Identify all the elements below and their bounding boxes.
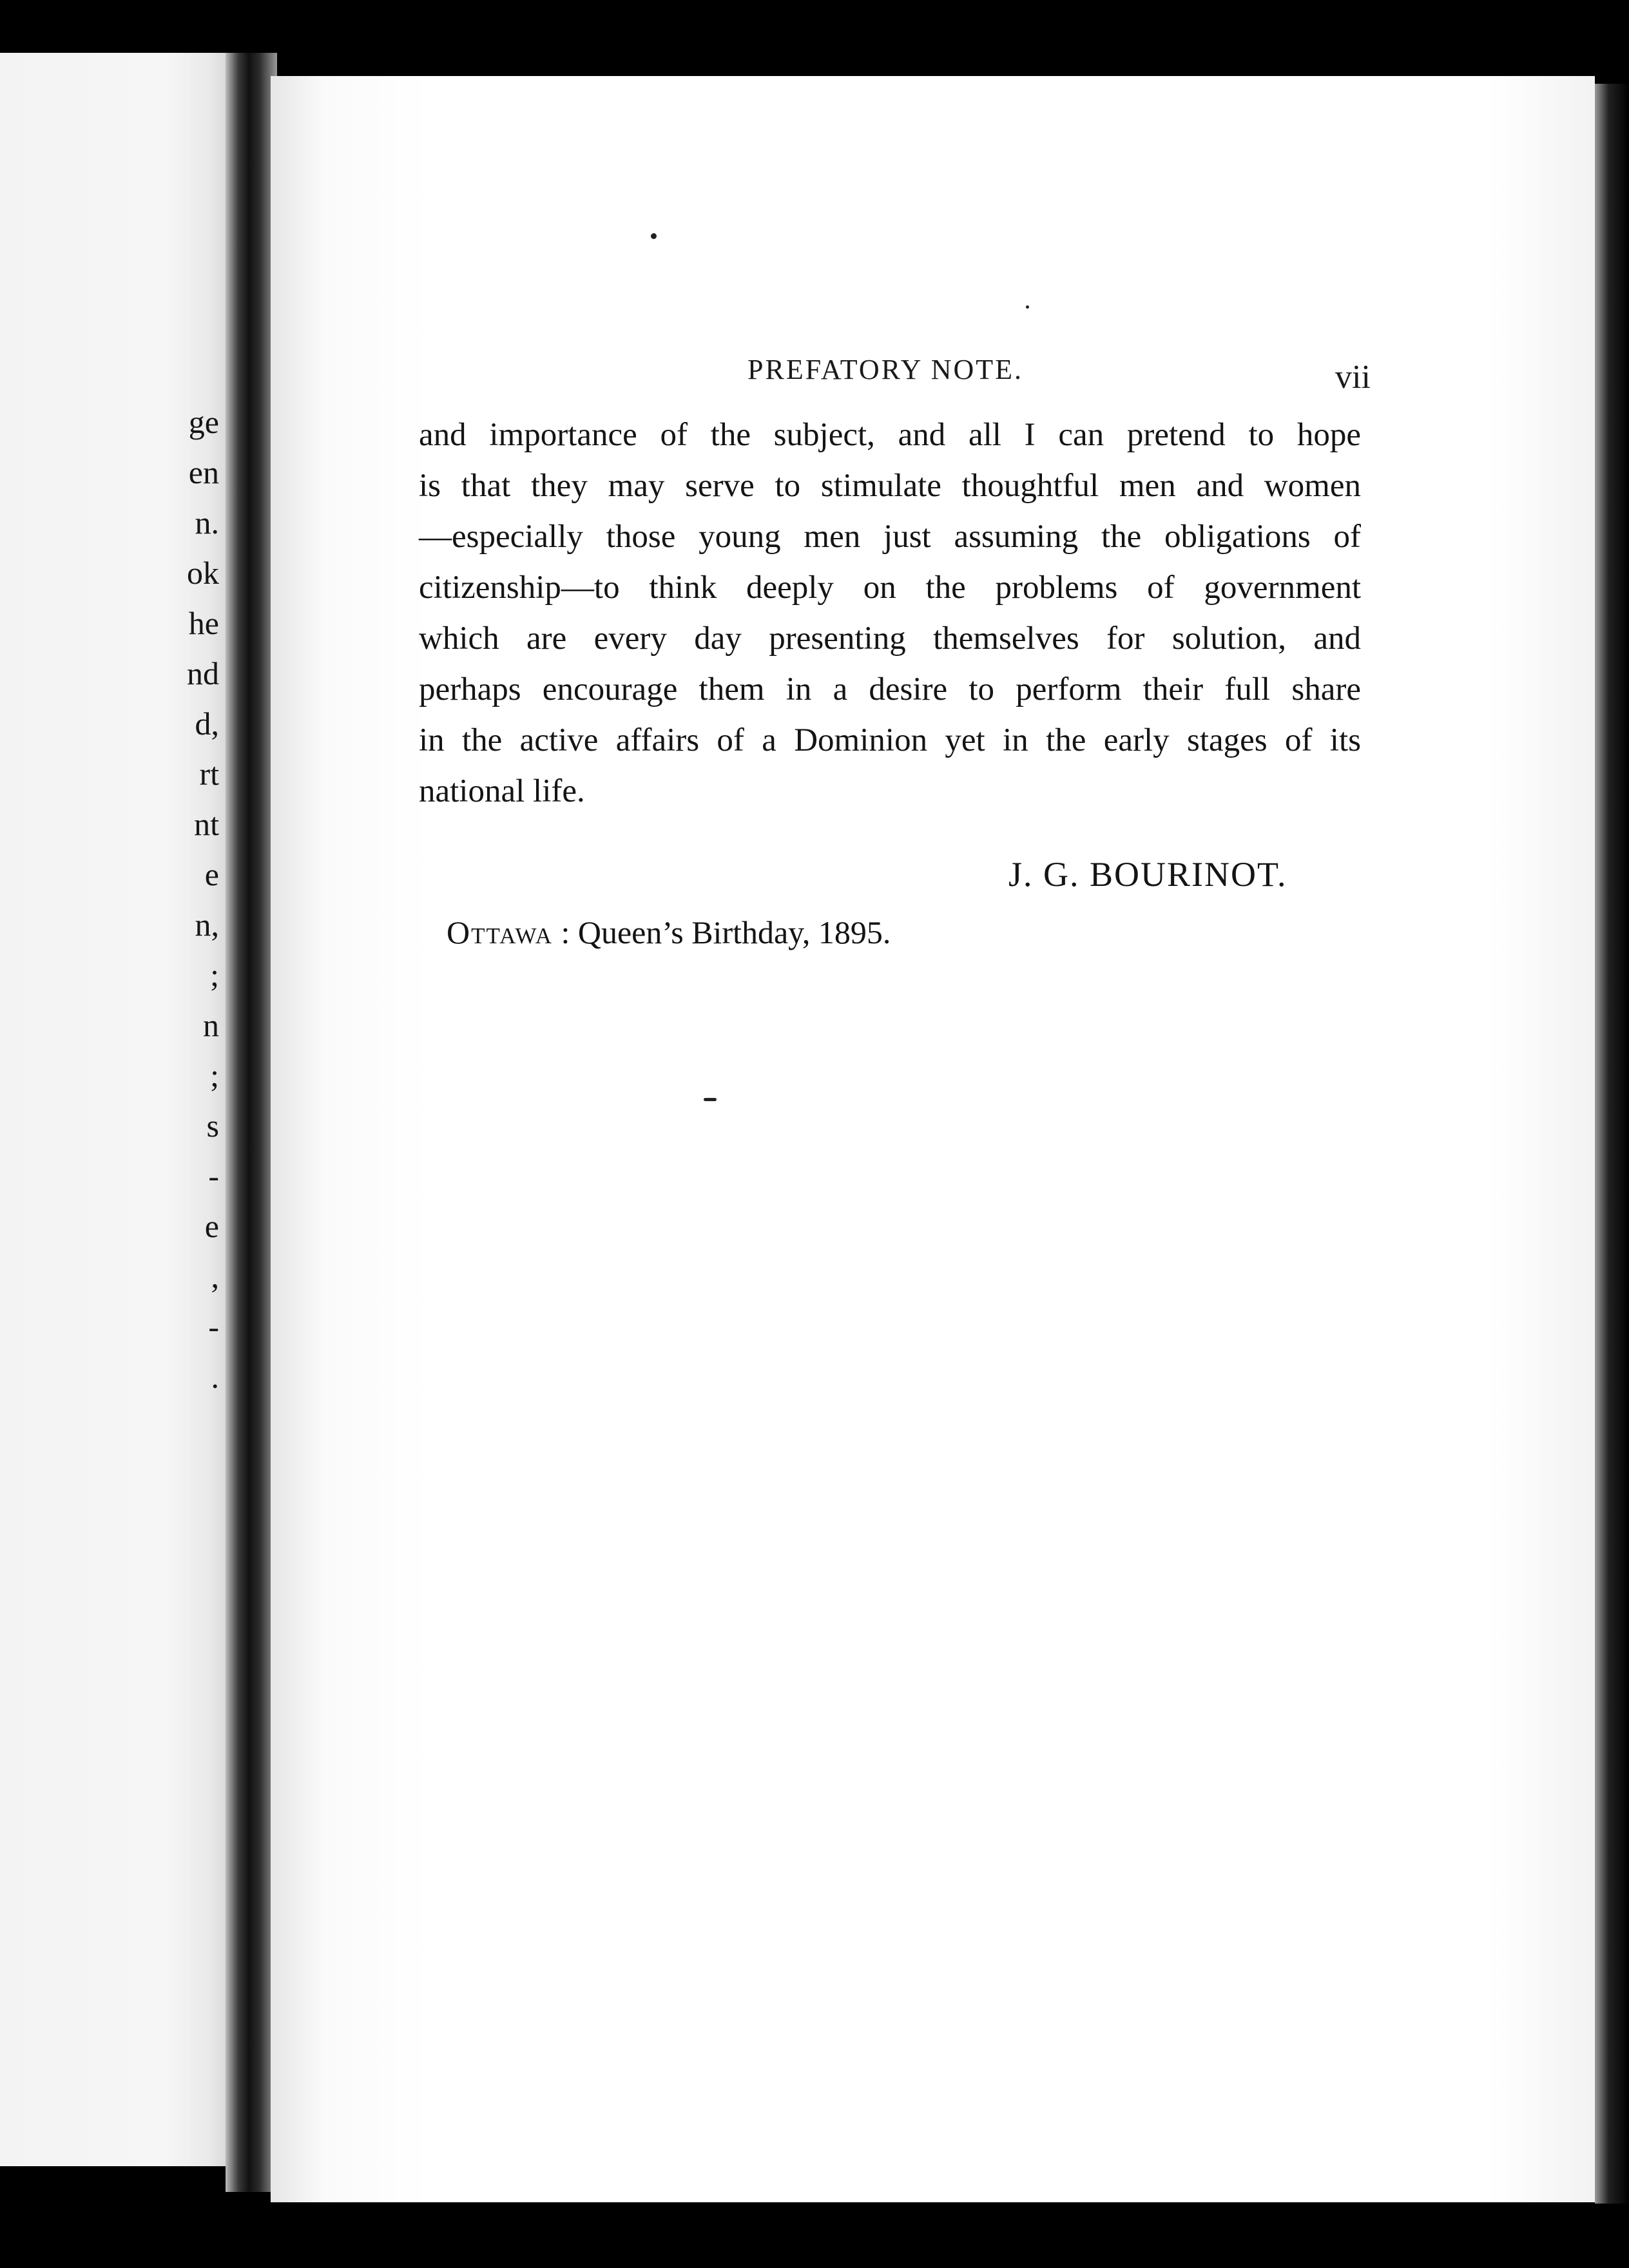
dateline-place: Ottawa [447,914,553,950]
left-page-fragment: en [188,454,219,490]
left-page-fragment: ; [210,957,219,993]
left-page-fragment: nt [194,806,219,842]
print-speck [704,1098,717,1101]
left-page-fragment: ge [188,404,219,440]
body-text-line: national life. [419,773,585,809]
left-page-fragment: n. [195,505,219,541]
left-page-fragment: ok [187,555,219,591]
page-number: vii [1335,359,1371,396]
left-page-fragment: . [211,1359,219,1395]
left-page-fragment: rt [199,756,219,792]
body-text-line: and importance of the subject, and all I can pretend to hope [419,417,1361,453]
body-text-line: which are every day presenting themselves for solution, and [419,620,1361,657]
left-page-fragment: e [204,1208,219,1244]
dateline-date: : Queen’s Birthday, 1895. [552,914,891,950]
running-head: PREFATORY NOTE. [747,354,1024,385]
right-page [271,76,1595,2202]
left-page-fragment: - [208,1158,219,1194]
left-page-fragment: - [208,1309,219,1345]
left-page [0,53,238,2166]
left-page-fragment: d, [195,706,219,742]
print-speck [651,233,657,239]
left-page-fragment: s [206,1108,219,1144]
left-page-fragment: , [211,1258,219,1294]
left-page-fragment: ; [210,1057,219,1093]
left-page-fragment: nd [187,655,219,691]
dateline [447,914,891,951]
author-signature: J. G. BOURINOT. [1008,855,1287,894]
body-text-line: —especially those young men just assuming the obligations of [419,519,1361,555]
print-speck [1026,305,1029,309]
left-page-fragment: n, [195,907,219,943]
body-text-line: in the active affairs of a Dominion yet in the early stages of its [419,722,1361,758]
left-page-fragment: n [203,1007,219,1043]
body-text-line: is that they may serve to stimulate thoughtful men and women [419,468,1361,504]
body-text-line: citizenship—to think deeply on the problems of government [419,570,1361,606]
body-text-line: perhaps encourage them in a desire to perform their full share [419,671,1361,707]
left-page-fragment: he [188,605,219,641]
left-page-fragment: e [204,856,219,892]
page-edge-shadow [1595,84,1629,2204]
book-gutter [226,53,277,2192]
